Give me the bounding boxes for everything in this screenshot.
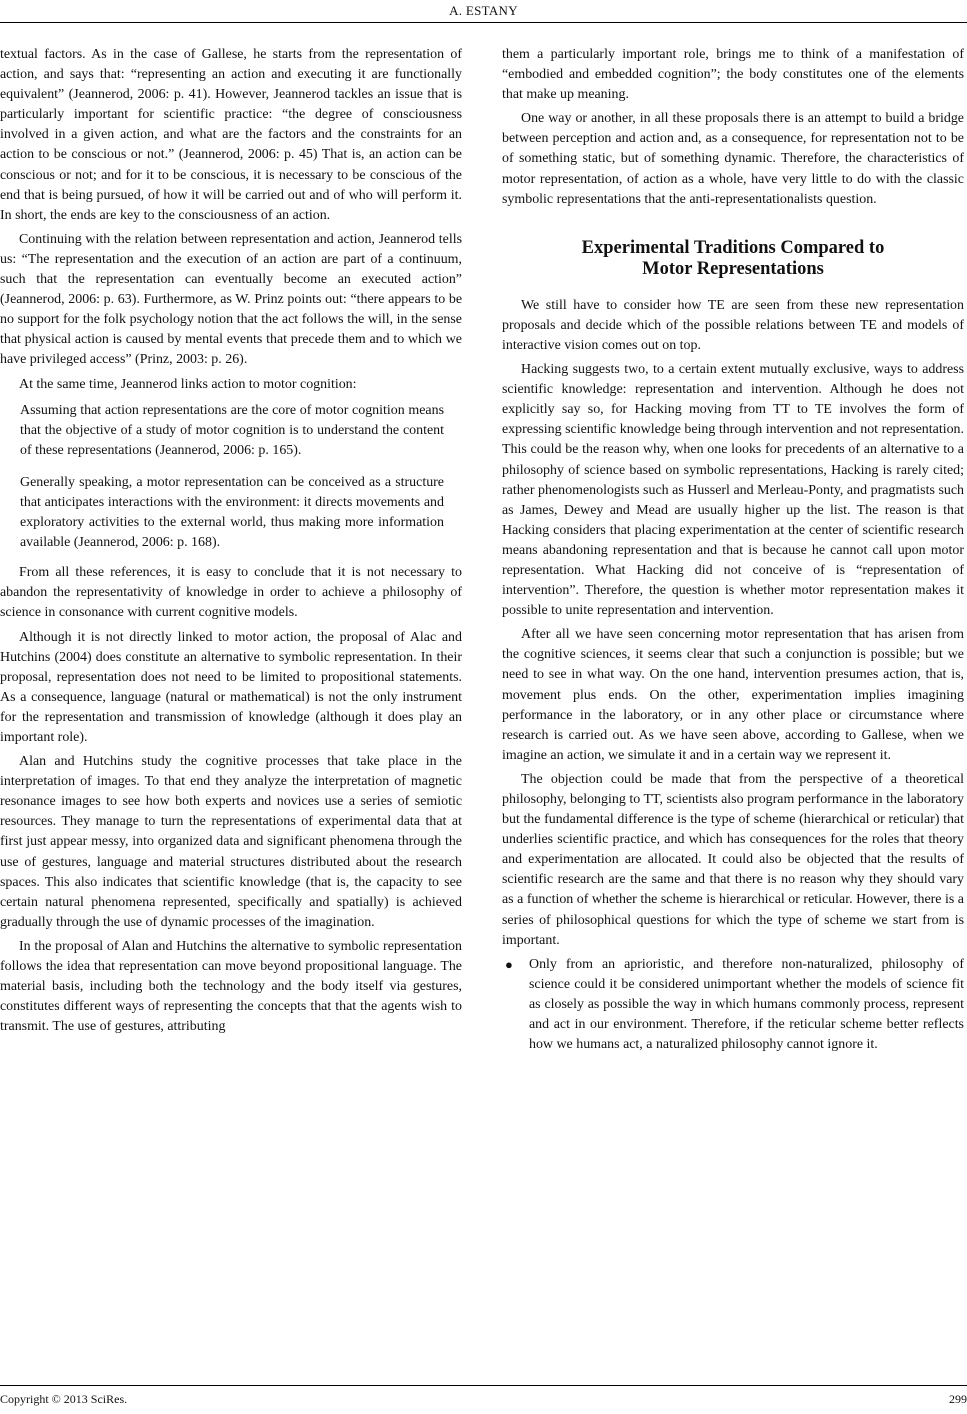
list-item-text: Only from an aprioristic, and therefore non-naturalized, philosophy of science could it be considered unimportant whether the models of science fit as closely as possible the way in which humans commonly process, represent and act in our environment. Therefore, if the reticular scheme better reflects how we humans act, a naturalized philosophy cannot ignore it. bbox=[529, 956, 964, 1053]
quote-paragraph: Assuming that action representations are the core of motor cognition means that the objective of a study of motor cognition is to understand the content of these representations (Jeannerod, 2006: p. 165). bbox=[20, 402, 444, 458]
header-rule bbox=[0, 22, 967, 23]
left-column bbox=[0, 45, 462, 1041]
bullet-list bbox=[502, 955, 964, 1055]
paragraph: textual factors. As in the case of Gallese, he starts from the representation of action, and says that: “representing an action and executing it are functionally equivalent” (Jeannerod, 2006: p. 41). However, Jeannerod tackles an issue that is particularly important for scientific practice: “the degree of consciousness involved in a given action, and what are the factors and the constraints for an action to be conscious or not.” (Jeannerod, 2006: p. 45) That is, an action can be conscious or not; and for it to be conscious, it is necessary to be conscious of the end that is being pursued, of how it will be carried out and of who will perform it. In short, the ends are key to the consciousness of an action. bbox=[0, 47, 462, 223]
paragraph: Hacking suggests two, to a certain extent mutually exclusive, ways to address scientific knowledge: representation and intervention. Although he does not explicitly say so, for Hacking moving from TT to TE involves the form of expressing scientific knowledge being through intervention and not representation. This could be the reason why, when one looks for precedents of an alternative to a philosophy of science based on symbolic representations, Hacking is rarely cited; rather phenomenologists such as Husserl and Merleau-Ponty, and pragmatists such as James, Dewey and Mead are usually higher up the list. The reason is that Hacking considers that placing experimentation at the center of scientific research means abandoning representation and that is because he cannot call upon motor representation. What Hacking did not conceive of is “representation of intervention”. Therefore, the question is whether motor representation makes it possible to unite representation and intervention. bbox=[502, 362, 964, 619]
paragraph: them a particularly important role, brings me to think of a manifestation of “embodied and embedded cognition”; the body constitutes one of the elements that make up meaning. bbox=[502, 47, 964, 103]
page-number: 299 bbox=[949, 1392, 967, 1406]
list-item bbox=[502, 955, 964, 1055]
paragraph: After all we have seen concerning motor representation that has arisen from the cognitive sciences, it seems clear that such a conjunction is possible; but we need to see in what way. On the one hand, intervention presumes action, that is, movement plus ends. On the other, experimentation implies imagining performance in the laboratory, or in any other place or circumstance where research is carried out. As we have seen above, according to Gallese, when we imagine an action, we simulate it and in a certain way we represent it. bbox=[502, 627, 964, 763]
quote-paragraph: Generally speaking, a motor representation can be conceived as a structure that anticipates interactions with the environment: it directs movements and exploratory activities to the external world, thus making more information available (Jeannerod, 2006: p. 168). bbox=[20, 474, 444, 551]
block-quote bbox=[20, 401, 444, 554]
paragraph: Continuing with the relation between representation and action, Jeannerod tells us: “The representation and the execution of an action are part of a continuum, such that the representation can eventually become an executed action” (Jeannerod, 2006: p. 63). Furthermore, as W. Prinz points out: “there appears to be no support for the folk psychology notion that the act follows the will, in the sense that physical action is caused by mental events that precede them and to which we have privileged access” (Prinz, 2003: p. 26). bbox=[0, 231, 462, 368]
paragraph: At the same time, Jeannerod links action to motor cognition: bbox=[19, 376, 357, 392]
footer-rule bbox=[0, 1385, 967, 1386]
bullet-dot-icon: ● bbox=[505, 956, 513, 972]
paragraph: Alan and Hutchins study the cognitive processes that take place in the interpretation of images. To that end they analyze the interpretation of magnetic resonance images to see how both experts and novices use a series of semiotic resources. They manage to turn the representations of experimental data that at first just appear messy, into organized data and significant phenomena through the use of gestures, language and material structures distributed about the research spaces. This also indicates that scientific knowledge (that is, the capacity to see certain natural phenomena represented, specifically and spatially) is achieved gradually through the use of dynamic processes of the imagination. bbox=[0, 754, 462, 930]
section-heading bbox=[502, 238, 964, 280]
right-column bbox=[502, 45, 964, 1055]
paragraph: We still have to consider how TE are seen from these new representation proposals and decide which of the possible relations between TE and models of interactive vision comes out on top. bbox=[502, 297, 964, 353]
section-heading-line-1: Experimental Traditions Compared to bbox=[581, 237, 885, 258]
section-heading-line-2: Motor Representations bbox=[642, 258, 824, 279]
paragraph: Although it is not directly linked to motor action, the proposal of Alac and Hutchins (2004) does constitute an alternative to symbolic representation. In their proposal, representation does not need to be limited to propositional statements. As a consequence, language (natural or mathematical) is not the only instrument for the representation and transmission of knowledge (although it does play an important role). bbox=[0, 629, 462, 745]
paragraph: In the proposal of Alan and Hutchins the alternative to symbolic representation follows the idea that representation can move beyond propositional language. The material basis, including both the technology and the body itself via gestures, constitutes different ways of representing the concepts that that the agents wish to transmit. The use of gestures, attributing bbox=[0, 938, 462, 1035]
copyright: Copyright © 2013 SciRes. bbox=[0, 1392, 128, 1406]
running-head: A. ESTANY bbox=[449, 3, 518, 18]
paragraph: One way or another, in all these proposals there is an attempt to build a bridge between perception and action and, as a consequence, for representation not to be of something static, but of something dynamic. Therefore, the characteristics of motor representation, of action as a whole, have very little to do with the classic symbolic representations that the anti-representationalists question. bbox=[502, 111, 964, 207]
paragraph: From all these references, it is easy to conclude that it is not necessary to abandon the representativity of knowledge in order to achieve a philosophy of science in consonance with current cognitive models. bbox=[0, 565, 462, 621]
paragraph: The objection could be made that from the perspective of a theoretical philosophy, belonging to TT, scientists also program performance in the laboratory but the fundamental difference is the type of scheme (hierarchical or reticular) that underlies scientific practice, and which has consequences for the roles that theory and experimentation are allocated. It could also be objected that the results of scientific research are the same and that there is no reason why they should vary as a function of whether the scheme is hierarchical or reticular. However, there is a series of philosophical questions for which the type of scheme we start from is important. bbox=[502, 771, 964, 948]
